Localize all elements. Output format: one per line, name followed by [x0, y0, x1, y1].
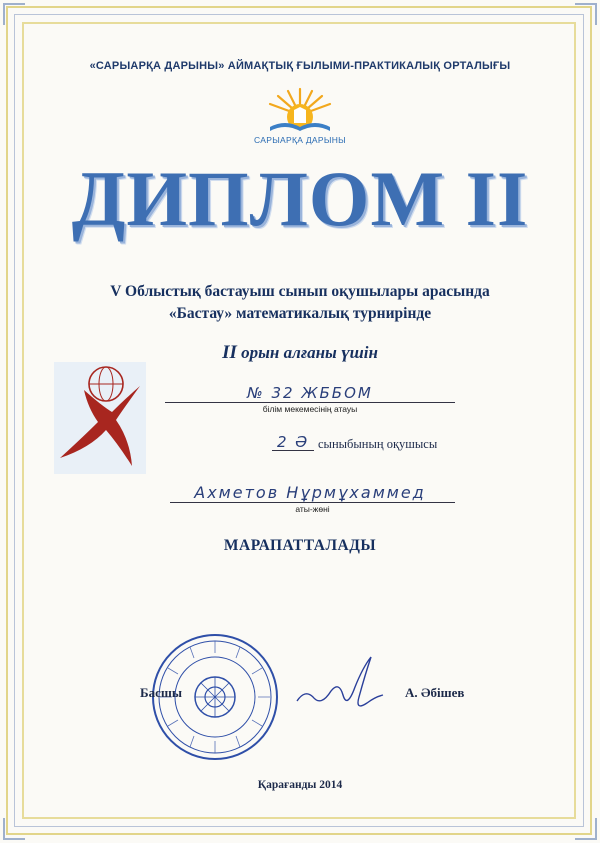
corner-ornament [575, 3, 597, 25]
name-caption: аты-жөні [295, 504, 330, 514]
grade-value: 2 Ә [276, 433, 310, 451]
city-year: Қарағанды 2014 [257, 779, 343, 791]
corner-ornament [3, 818, 25, 840]
grade-label: сыныбының оқушысы [318, 437, 438, 451]
school-underline [165, 402, 455, 403]
place-line [0, 342, 600, 364]
competition-line-2: «Бастау» математикалық турнирінде [168, 305, 432, 322]
head-name: А. Әбішев [405, 685, 465, 700]
student-name-value: Ахметов Нұрмұхаммед [194, 483, 426, 502]
sun-icon [250, 85, 350, 135]
head-label: Басшы [140, 685, 182, 700]
school-caption: білім мекемесінің атауы [262, 404, 358, 414]
school-name-value: № 32 ЖББОМ [247, 384, 373, 402]
logo-caption: САРЫАРҚА ДАРЫНЫ [254, 135, 346, 145]
handwritten-signature [295, 651, 385, 721]
sun-book-logo [250, 85, 350, 150]
competition-line-1: V Облыстық бастауыш сынып оқушылары арасында [110, 283, 490, 300]
corner-ornament [3, 3, 25, 25]
globe-figure-emblem [54, 362, 146, 474]
award-word: МАРАПАТТАЛАДЫ [223, 537, 377, 554]
organization-name: «САРЫАРҚА ДАРЫНЫ» АЙМАҚТЫҚ ҒЫЛЫМИ-ПРАКТИКАЛЫҚ ОРТАЛЫҒЫ [89, 60, 511, 72]
name-underline [170, 502, 455, 503]
place-text: орын алғаны үшін [236, 343, 378, 362]
diploma-title: ДИПЛОМ II [71, 155, 529, 242]
grade-underline [272, 450, 314, 451]
corner-ornament [575, 818, 597, 840]
place-roman: II [222, 342, 237, 363]
